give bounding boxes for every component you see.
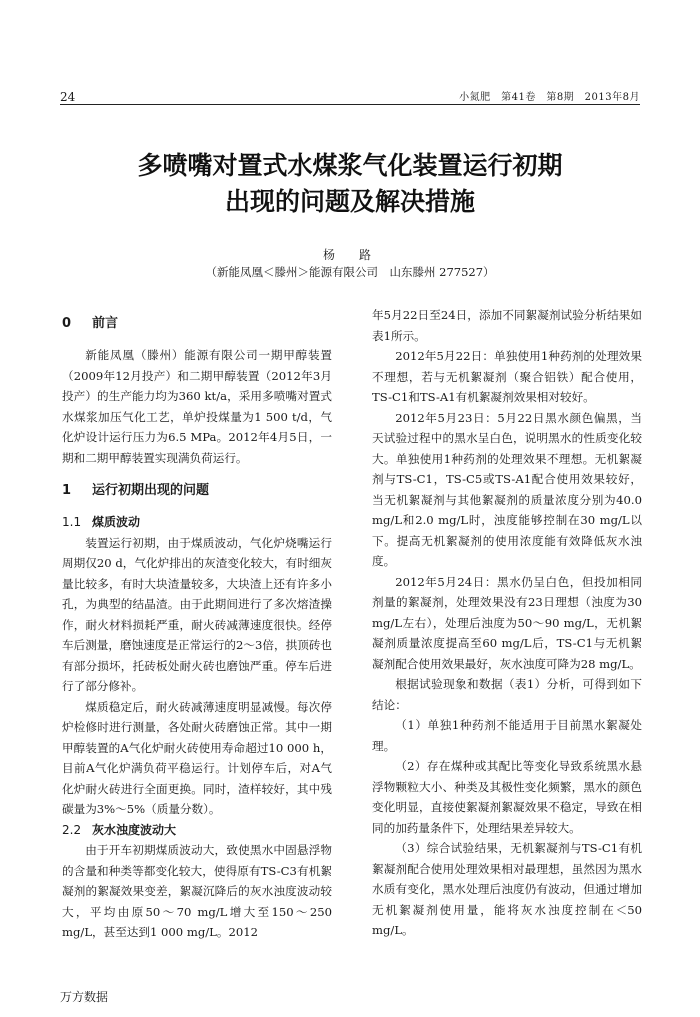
section-title: 前言	[92, 316, 119, 331]
left-column	[62, 305, 332, 943]
subsection-title: 灰水浊度波动大	[92, 822, 177, 837]
header-rule	[60, 104, 640, 105]
subsection-number: 2.2	[62, 822, 82, 837]
article-title	[60, 148, 640, 220]
paragraph: 年5月22日至24日，添加不同絮凝剂试验分析结果如表1所示。	[372, 308, 642, 343]
author: 杨 路	[322, 248, 377, 262]
watermark: 万方数据	[60, 990, 109, 1004]
conclusion-item: （3）综合试验结果，无机絮凝剂与TS-C1有机絮凝剂配合使用处理效果相对最理想，虽然因为黑水水质有变化，黑水处理后浊度仍有波动，但通过增加无机絮凝剂使用量，能将灰水浊度控制在＜50 mg/L。	[372, 841, 642, 937]
conclusion-item: （2）存在煤种或其配比等变化导致系统黑水悬浮物颗粒大小、种类及其极性变化频繁，黑水的颜色变化明显，直接使絮凝剂絮凝效果不稳定，导致在相同的加药量条件下，处理结果差异较大。	[372, 759, 642, 835]
section-title: 运行初期出现的问题	[92, 483, 210, 498]
paragraph: 2012年5月24日：黑水仍呈白色，但投加相同剂量的絮凝剂，处理效果没有23日理想（浊度为30 mg/L左右），处理后浊度为50～90 mg/L，无机絮凝剂质量浓度提高至60 mg/L后，TS-C1与无机絮凝剂配合使用效果最好，灰水浊度可降为28 mg/L。	[372, 574, 642, 671]
subsection-heading-turbidity	[62, 820, 332, 841]
paragraph: 新能凤凰（滕州）能源有限公司一期甲醇装置（2009年12月投产）和二期甲醇装置（2012年3月投产）的生产能力均为360 kt/a，采用多喷嘴对置式水煤浆加压气化工艺，单炉投煤量为1 500 t/d，气化炉设计运行压力为6.5 MPa。2012年4月5日，一期和二期甲醇装置实现满负荷运行。	[62, 348, 332, 465]
affiliation: （新能凤凰＜滕州＞能源有限公司 山东滕州 277527）	[205, 265, 495, 279]
running-head: 小氮肥 第41卷 第8期 2013年8月	[459, 92, 640, 103]
conclusion-item: （1）单独1种药剂不能适用于目前黑水絮凝处理。	[372, 718, 642, 753]
section-number: 1	[62, 483, 72, 498]
page-number: 24	[60, 90, 76, 104]
paragraph: 由于开车初期煤质波动大，致使黑水中固悬浮物的含量和种类等都变化较大，使得原有TS-C3有机絮凝剂的絮凝效果变差，絮凝沉降后的灰水浊度波动较大，平均由原50～70 mg/L增大至150～250 mg/L，甚至达到1 000 mg/L。2012	[62, 843, 332, 939]
title-line-1: 多喷嘴对置式水煤浆气化装置运行初期	[137, 151, 563, 180]
subsection-title: 煤质波动	[92, 515, 141, 529]
subsection-heading-coal-quality	[62, 512, 332, 533]
paragraph: 装置运行初期，由于煤质波动，气化炉烧嘴运行周期仅20 d，气化炉排出的灰渣变化较大，有时细灰量比较多，有时大块渣量较多，大块渣上还有许多小孔，为典型的结晶渣。由于此期间进行了多次熔渣操作，耐火材料损耗严重，耐火砖减薄速度很快。经停车后测量，磨蚀速度是正常运行的2～3倍，拱顶砖也有部分损坏，托砖板处耐火砖也磨蚀严重。停车后进行了部分修补。	[62, 535, 332, 693]
paragraph: 2012年5月22日：单独使用1种药剂的处理效果不理想，若与无机絮凝剂（聚合铝铁）配合使用，TS-C1和TS-A1有机絮凝剂效果相对较好。	[372, 349, 642, 404]
section-number: 0	[62, 316, 72, 331]
title-line-2: 出现的问题及解决措施	[224, 187, 475, 216]
paragraph: 煤质稳定后，耐火砖减薄速度明显减慢。每次停炉检修时进行测量，各处耐火砖磨蚀正常。其中一期甲醇装置的A气化炉耐火砖使用寿命超过10 000 h，目前A气化炉满负荷平稳运行。计划停车后，对A气化炉耐火砖进行全面更换。同时，渣样较好，其中残碳量为3%～5%（质量分数）。	[62, 699, 332, 816]
paragraph: 2012年5月23日：5月22日黑水颜色偏黑，当天试验过程中的黑水呈白色，说明黑水的性质变化较大。单独使用1种药剂的处理效果不理想。无机絮凝剂与TS-C1，TS-C5或TS-A1配合使用效果较好，当无机絮凝剂与其他絮凝剂的质量浓度分别为40.0 mg/L和2.0 mg/L时，浊度能够控制在30 mg/L以下。提高无机絮凝剂的使用浓度能有效降低灰水浊度。	[372, 410, 642, 568]
section-heading-problems	[62, 480, 332, 502]
section-heading-preface	[62, 313, 332, 335]
paragraph: 根据试验现象和数据（表1）分析，可得到如下结论：	[372, 677, 642, 712]
right-column	[372, 305, 642, 941]
subsection-number: 1.1	[62, 515, 82, 529]
